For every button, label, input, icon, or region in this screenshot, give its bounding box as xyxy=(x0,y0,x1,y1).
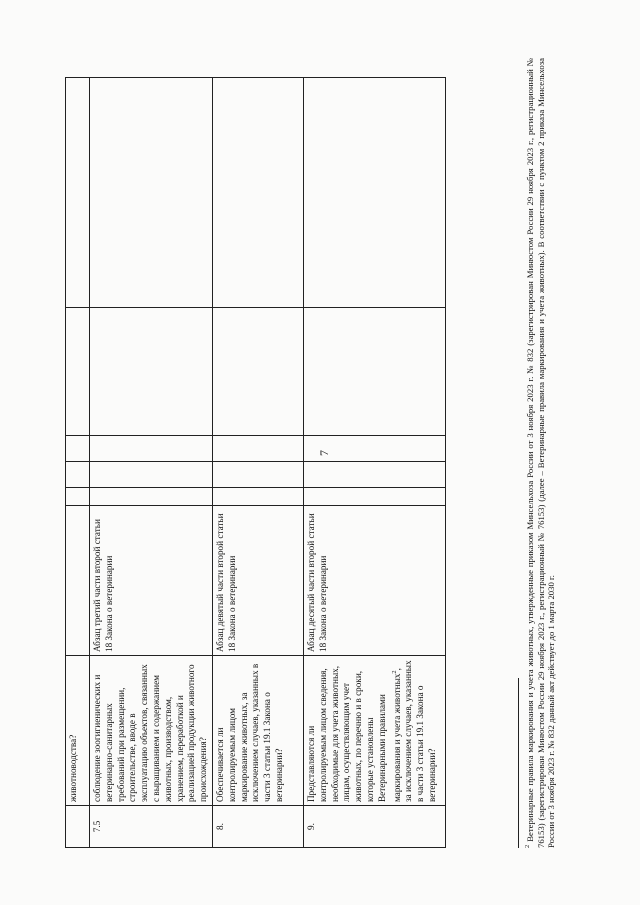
question-cell: соблюдение зоогигиенических и ветеринарно-санитарных требований при размещении, строительстве, вводе в эксплуатацию объектов, связанных с выращиванием и содержанием животных, производством, хранением, переработкой и реализацией продукции животного происхождения? xyxy=(90,656,213,806)
question-cell: животноводства? xyxy=(66,656,90,806)
question-cell: Обеспечивается ли контролируемым лицом маркирование животных, за исключением случаев, указанных в части 3 статьи 19.1 Закона о ветеринарии? xyxy=(212,656,303,806)
row-number: 7.5 xyxy=(90,806,213,848)
table-cell xyxy=(212,462,303,488)
question-text: Представляются ли контролируемым лицом сведения, необходимые для учета животных, лицам, осуществляющим учет животных, по перечню и в сроки, которые установлены Ветеринарными правилами маркирования и учета животных xyxy=(305,665,402,802)
table-row xyxy=(66,78,90,848)
table-cell xyxy=(66,806,90,848)
table-cell xyxy=(90,462,213,488)
table-cell xyxy=(90,308,213,436)
table-row xyxy=(212,78,303,848)
table-cell xyxy=(303,436,445,462)
table-cell xyxy=(90,436,213,462)
checklist-table xyxy=(65,77,446,848)
question-text-tail: , за исключением случаев, указанных в части 3 статьи 19.1 Закона о ветеринарии? xyxy=(391,660,437,802)
rotated-page-content xyxy=(65,37,575,867)
table-cell xyxy=(90,488,213,506)
reference-cell: Абзац девятый части второй статьи 18 Закона о ветеринарии xyxy=(212,506,303,656)
table-cell xyxy=(212,488,303,506)
page-number: 7 xyxy=(317,450,331,456)
footnote-text: Ветеринарные правила маркирования и учета животных, утвержденные приказом Минсельхоза России от 3 ноября 2023 г. № 832 (зарегистрирован Минюстом России 29 ноября 2023 г., регистрационный № 76153) (зарегистрирован Минюстом России 29 ноября 2023 г., регистрационный № 76153) (далее – Ветеринарные правила маркирования и учета животных). В соответствии с пунктом 2 приказа Минсельхоза России от 3 ноября 2023 г. № 832 данный акт действует до 1 марта 2030 г. xyxy=(524,58,557,848)
table-cell xyxy=(66,308,90,436)
row-number: 8. xyxy=(212,806,303,848)
question-cell xyxy=(303,656,445,806)
table-row xyxy=(303,78,445,848)
table-cell xyxy=(303,308,445,436)
table-cell xyxy=(303,78,445,308)
table-cell xyxy=(66,488,90,506)
table-cell xyxy=(212,78,303,308)
table-cell xyxy=(66,78,90,308)
reference-cell: Абзац третий части второй статьи 18 Закона о ветеринарии xyxy=(90,506,213,656)
footnote-mark: 2 xyxy=(524,844,531,848)
table-cell xyxy=(212,436,303,462)
table-cell xyxy=(212,308,303,436)
table-cell xyxy=(303,488,445,506)
row-number: 9. xyxy=(303,806,445,848)
footnote-divider xyxy=(518,678,519,848)
table-row xyxy=(90,78,213,848)
table-cell xyxy=(303,462,445,488)
table-cell xyxy=(66,506,90,656)
footnote-ref: 2 xyxy=(390,670,398,674)
footnote xyxy=(523,58,557,848)
table-cell xyxy=(90,78,213,308)
table-cell xyxy=(66,462,90,488)
reference-cell: Абзац десятый части второй статьи 18 Закона о ветеринарии xyxy=(303,506,445,656)
table-cell xyxy=(66,436,90,462)
